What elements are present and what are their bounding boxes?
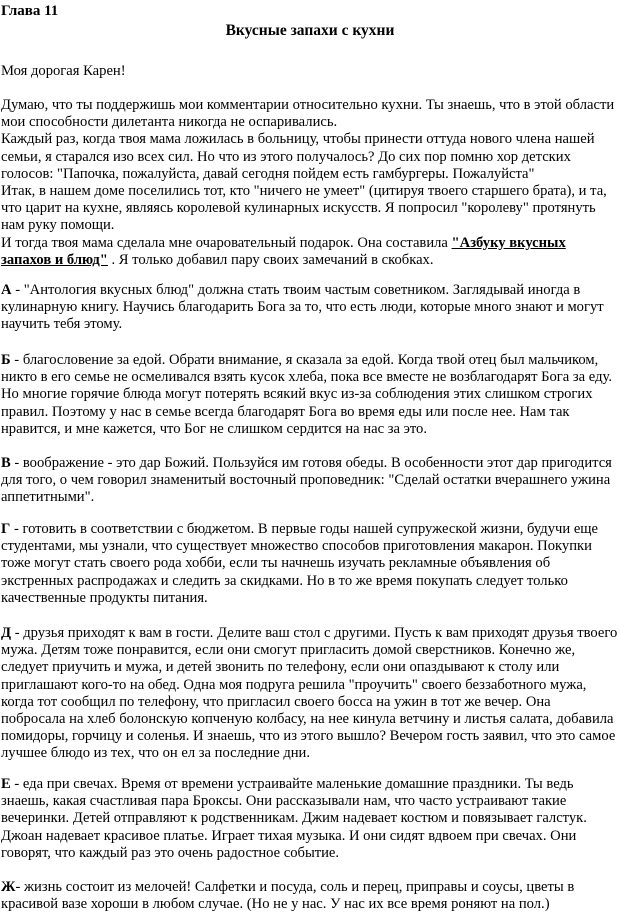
text-line: для того, о чем говорил знаменитый восточный проповедник: "Сделай остатки вчерашнего ужина xyxy=(1,472,611,489)
entry-v xyxy=(1,455,618,507)
text-line: красивой вазе хороши в любом случае. (Но не у нас. У нас их все время роняют на пол.) xyxy=(1,896,550,913)
entry-text: - воображение - это дар Божий. Пользуйся им готовя обеды. В особенности этот дар пригодится xyxy=(10,455,612,471)
text-line: Джоан надевает красивое платье. Играет тихая музыка. И они сидят вдвоем при свечах. Они xyxy=(1,827,577,844)
text-line xyxy=(1,776,618,793)
text-line: кулинарную книгу. Научись благодарить Бога за то, что есть люди, которые много знают и могут xyxy=(1,299,604,316)
text-line xyxy=(1,625,618,642)
entry-a xyxy=(1,282,618,334)
text-line: никто в его семье не осмеливался взять кусок хлеба, пока все вместе не возблагодарят Бога за еду. xyxy=(1,369,612,386)
text-line: Каждый раз, когда твоя мама ложилась в больницу, чтобы принести оттуда нового члена нашей xyxy=(1,131,595,148)
text-line: нравится, и мне кажется, что Бог не слишком сердится на нас за это. xyxy=(1,420,427,437)
entry-text: - жизнь состоит из мелочей! Салфетки и посуда, соль и перец, приправы и соусы, цветы в xyxy=(15,879,575,895)
text-line: когда тот сообщил по телефону, что пригласил своего босса на ужин в тот же вечер. Она xyxy=(1,693,551,710)
entry-ye xyxy=(1,776,618,862)
text-line: тоже могут стать своего рода хобби, если ты начнешь изучать рекламные объявления об xyxy=(1,555,551,572)
entry-d xyxy=(1,625,618,763)
book-title-link[interactable]: "Азбуку вкусных xyxy=(451,234,566,251)
text-line xyxy=(1,352,618,369)
text-line: помидоры, горчицу и соленья. И знаешь, что из этого вышло? Вечером гость заявил, что это самое xyxy=(1,728,616,745)
entry-letter: Г xyxy=(1,521,11,537)
book-title-link[interactable]: запахов и блюд" xyxy=(1,251,108,268)
entry-text: - благословение за едой. Обрати внимание, я сказала за едой. Когда твой отец был мальчиком, xyxy=(10,352,599,368)
entry-g xyxy=(1,521,618,607)
text-line: семьи, я старался изо всех сил. Но что из этого получалось? До сих пор помню хор детских xyxy=(1,148,571,165)
entry-letter: Д xyxy=(1,625,12,641)
entry-letter: Ж xyxy=(1,879,16,895)
gift-text: И тогда твоя мама сделала мне очаровательный подарок. Она составила xyxy=(1,234,452,251)
text-line: приглашают кого-то на обед. Одна моя подруга решила "проучить" своего беззаботного мужа, xyxy=(1,676,587,693)
entry-text: - готовить в соответствии с бюджетом. В первые годы нашей супружеской жизни, будучи еще xyxy=(10,521,599,537)
after-book-text: . Я только добавил пару своих замечаний в скобках. xyxy=(107,251,434,268)
text-line xyxy=(1,235,618,252)
text-line: качественные продукты питания. xyxy=(1,589,208,606)
page-title: Вкусные запахи с кухни xyxy=(225,22,395,39)
text-line: говорят, что каждый раз это очень радостное событие. xyxy=(1,844,340,861)
text-line xyxy=(1,521,618,538)
text-line: мужа. Детям тоже понравится, если они смогут пригласить домой сверстников. Конечно же, xyxy=(1,642,576,659)
text-line: Думаю, что ты поддержишь мои комментарии относительно кухни. Ты знаешь, что в этой области xyxy=(1,97,615,113)
text-line: вечеринки. Детей отправляют к родственникам. Джим надевает костюм и повязывает галстук. xyxy=(1,810,587,827)
text-line xyxy=(1,455,618,472)
text-line: голосов: "Папочка, пожалуйста, давай сегодня пойдем есть гамбургеры. Пожалуйста" xyxy=(1,165,535,182)
greeting-line: Моя дорогая Карен! xyxy=(1,63,126,79)
text-line: Но многие горячие блюда могут потерять всякий вкус из-за соблюдения этих слишком строгих xyxy=(1,386,593,403)
text-line xyxy=(1,879,618,896)
entry-letter: Е xyxy=(1,776,11,792)
entry-letter: Б xyxy=(1,352,11,368)
entry-letter: В xyxy=(1,455,11,471)
chapter-heading: Глава 11 xyxy=(1,3,59,19)
text-line: правил. Поэтому у нас в семье всегда благодарят Бога во время еды или после нее. Нам так xyxy=(1,403,570,420)
text-line: знаешь, какая счастливая пара Броксы. Они рассказывали нам, что часто устраивают такие xyxy=(1,793,567,810)
entry-text: - друзья приходят к вам в гости. Делите ваш стол с другими. Пусть к вам приходят друзья твоего xyxy=(11,625,618,641)
text-line: Итак, в нашем доме поселились тот, кто "ничего не умеет" (цитируя твоего старшего брата), и та, xyxy=(1,182,607,199)
entry-text: - "Антология вкусных блюд" должна стать твоим частым советником. Заглядывай иногда в xyxy=(11,282,581,298)
text-line: нам руку помощи. xyxy=(1,217,115,234)
text-line: следует приучить и мужа, и детей звонить по телефону, если они опаздывают к столу или xyxy=(1,659,560,676)
text-line xyxy=(1,252,618,269)
entry-zh xyxy=(1,879,618,913)
entry-letter: А xyxy=(1,282,12,298)
text-line xyxy=(1,282,618,299)
text-line: что царит на кухне, являясь королевой кулинарных искусств. Я попросил "королеву" протянуть xyxy=(1,200,596,217)
text-line: побросала на хлеб болонскую копченую колбасу, на нее кинула ветчину и листья салата, добавила xyxy=(1,710,614,727)
text-line: экстренных распродажах и следить за скидками. Но в то же время покупать следует только xyxy=(1,572,568,589)
text-line: аппетитными". xyxy=(1,489,95,506)
text-line: мои способности дилетанта никогда не оспаривались. xyxy=(1,114,338,131)
intro-paragraph xyxy=(1,97,618,269)
text-line: научить тебя этому. xyxy=(1,316,123,333)
entry-text: - еда при свечах. Время от времени устраивайте маленькие домашние праздники. Ты ведь xyxy=(10,776,574,792)
text-line: лучшее блюдо из тех, что он ел за последние дни. xyxy=(1,745,311,762)
greeting xyxy=(1,63,618,80)
entry-b xyxy=(1,352,618,438)
text-line: студентами, мы узнали, что существует множество способов приготовления макарон. Покупки xyxy=(1,538,592,555)
